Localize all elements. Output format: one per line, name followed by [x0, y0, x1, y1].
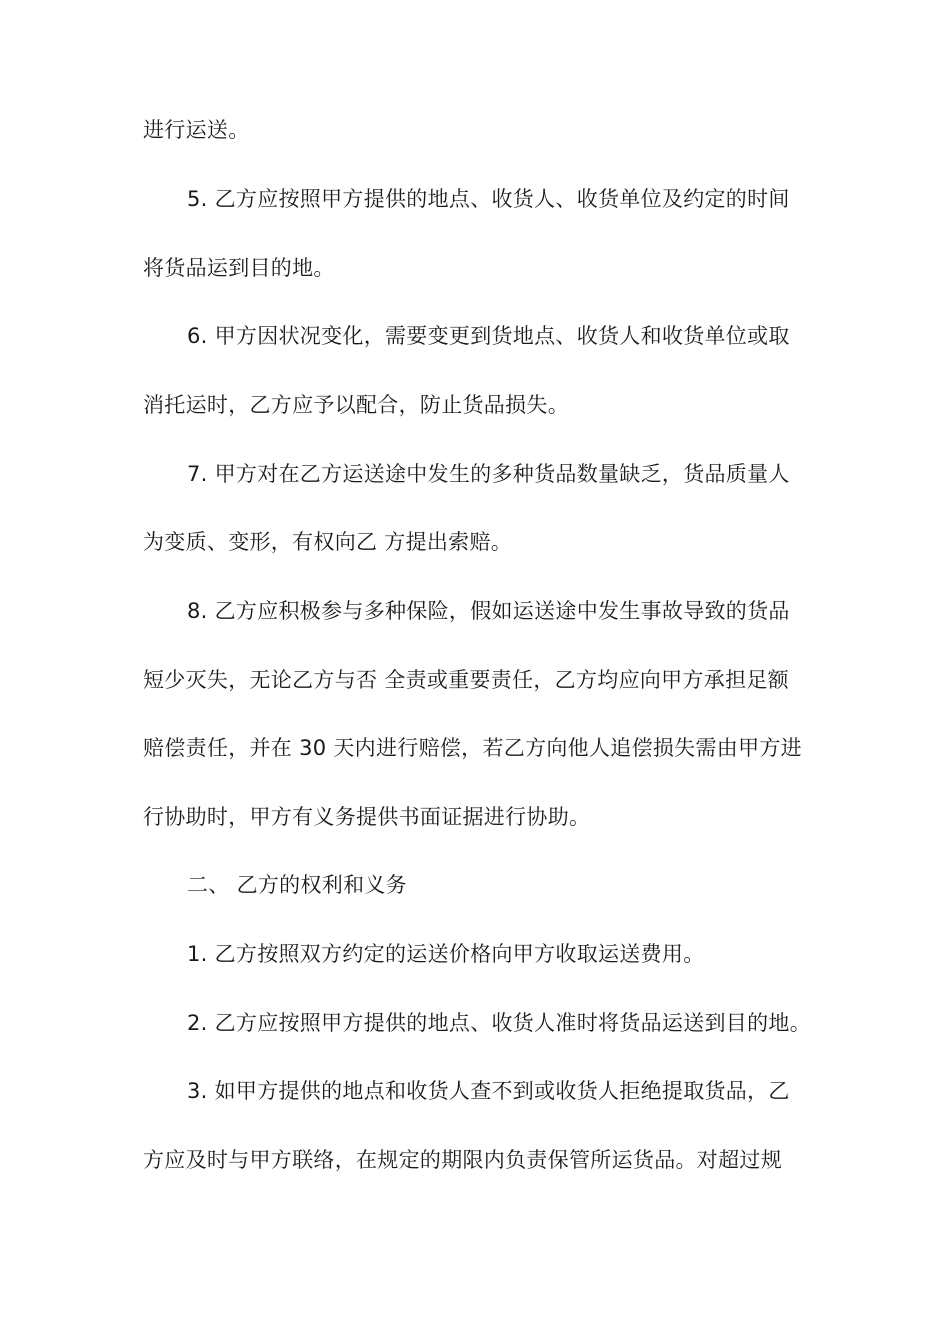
clause-5-line-1: 5. 乙方应按照甲方提供的地点、收货人、收货单位及约定的时间 [187, 187, 790, 211]
clause-8-line-2: 短少灭失，无论乙方与否 全责或重要责任，乙方均应向甲方承担足额 [143, 668, 789, 692]
clause-8-line-3: 赔偿责任，并在 30 天内进行赔偿，若乙方向他人追偿损失需由甲方进 [143, 736, 802, 760]
clause-8-line-4: 行协助时，甲方有义务提供书面证据进行协助。 [143, 805, 591, 829]
text-line: 进行运送。 [143, 118, 250, 142]
clause-b3-line-1: 3. 如甲方提供的地点和收货人查不到或收货人拒绝提取货品，乙 [187, 1079, 790, 1103]
clause-b1-line-1: 1. 乙方按照双方约定的运送价格向甲方收取运送费用。 [187, 942, 705, 966]
clause-7-line-1: 7. 甲方对在乙方运送途中发生的多种货品数量缺乏，货品质量人 [187, 462, 790, 486]
clause-b3-line-2: 方应及时与甲方联络，在规定的期限内负责保管所运货品。对超过规 [143, 1148, 782, 1172]
clause-6-line-1: 6. 甲方因状况变化，需要变更到货地点、收货人和收货单位或取 [187, 324, 790, 348]
clause-5-line-2: 将货品运到目的地。 [143, 256, 335, 280]
clause-7-line-2: 为变质、变形，有权向乙 方提出索赔。 [143, 530, 513, 554]
clause-8-line-1: 8. 乙方应积极参与多种保险，假如运送途中发生事故导致的货品 [187, 599, 790, 623]
section-heading: 二、 乙方的权利和义务 [187, 873, 407, 897]
clause-b2-line-1: 2. 乙方应按照甲方提供的地点、收货人准时将货品运送到目的地。 [187, 1011, 812, 1035]
clause-6-line-2: 消托运时，乙方应予以配合，防止货品损失。 [143, 393, 569, 417]
